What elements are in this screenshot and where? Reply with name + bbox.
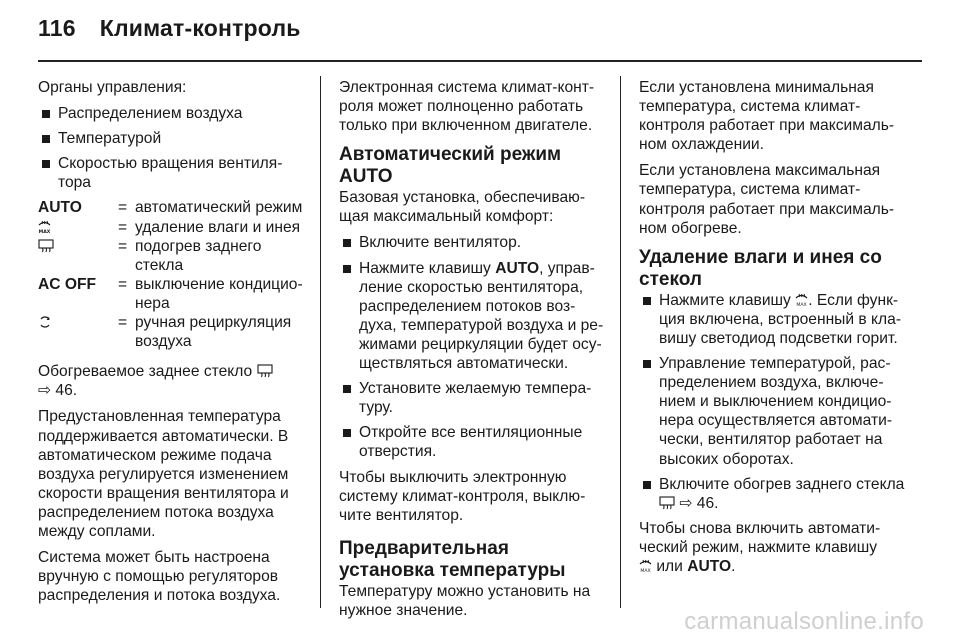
column-3 xyxy=(639,78,915,583)
svg-text:MAX: MAX xyxy=(38,229,51,234)
page-number: 116 xyxy=(38,15,76,41)
rear-heating-ref: Обогреваемое заднее стекло ⇨ 46. xyxy=(38,362,310,400)
column-divider xyxy=(620,76,621,608)
paragraph: Температуру можно установить на нужное значение. xyxy=(339,582,591,619)
recirculation-icon xyxy=(38,315,52,329)
legend-row: = ручная рециркуляция воздуха xyxy=(38,313,310,351)
bullet-item: Распределением воздуха xyxy=(38,104,310,123)
paragraph: Чтобы снова включить автоматический режим, нажмите клавишу MAX или AUTO. xyxy=(639,519,881,575)
paragraph: Электронная система климат-контроля может полноценно работать только при включенном двигателе. xyxy=(339,79,595,135)
section-heading-preset: Предварительная установка температуры xyxy=(339,537,566,581)
page-header xyxy=(38,15,301,42)
header-rule xyxy=(38,60,922,62)
bullet-item: Температурой xyxy=(38,129,310,148)
column-2 xyxy=(339,78,607,627)
legend-desc: ручная рециркуляция воздуха xyxy=(135,314,292,351)
windscreen-max-defrost-icon xyxy=(38,219,51,234)
rear-window-heating-icon xyxy=(38,238,54,253)
legend-row: MAX = удаление влаги и инея xyxy=(38,218,310,237)
legend-desc: удаление влаги и инея xyxy=(135,218,301,236)
legend-desc: автоматический режим xyxy=(135,199,303,217)
column-divider xyxy=(320,76,321,608)
bullet-item: Управление температурой, распределением воздуха, включением и выключением кондиционера осуществляется автоматически, вентилятор работает на высоких оборотах. xyxy=(639,354,915,469)
svg-text:MAX: MAX xyxy=(796,302,807,307)
bullet-item: Скоростью вращения вентилятора xyxy=(38,154,310,192)
watermark: carmanualsonline.info xyxy=(684,608,924,635)
legend-desc: подогрев заднего стекла xyxy=(135,237,262,274)
paragraph: Система может быть настроена вручную с помощью регуляторов распределения и потока воздуха. xyxy=(38,549,281,605)
windscreen-max-defrost-icon xyxy=(639,558,652,573)
rear-window-heating-icon xyxy=(257,363,273,378)
legend-key: AC OFF xyxy=(38,275,97,293)
paragraph: Чтобы выключить электронную систему климат-контроля, выключите вентилятор. xyxy=(339,468,586,524)
legend-desc: выключение кондиционера xyxy=(135,275,303,312)
legend-row: AC OFF = выключение кондиционера xyxy=(38,275,310,313)
page-title: Климат-контроль xyxy=(99,15,301,41)
page-ref-arrow-icon: ⇨ xyxy=(679,494,693,512)
paragraph: Предустановленная температура поддерживается автоматически. В автоматическом режиме подача воздуха регулируется изменением скорости вращения вентилятора и распределением потока воздуха между соплами. xyxy=(38,408,289,540)
bullet-item: Включите обогрев заднего стекла ⇨ 46. xyxy=(639,475,915,513)
bullet-item: Откройте все вентиляционные отверстия. xyxy=(339,423,607,461)
windscreen-max-defrost-icon xyxy=(795,292,808,307)
legend-key: AUTO xyxy=(38,199,82,217)
section-heading-defrost: Удаление влаги и инея со стекол xyxy=(639,246,882,290)
bullet-item: Включите вентилятор. xyxy=(339,233,607,252)
bullet-item: Нажмите клавишу MAX . Если функция включена, встроенный в клавишу светодиод подсветки горит. xyxy=(639,291,915,348)
controls-legend xyxy=(38,198,310,351)
paragraph: Если установлена минимальная температура, система климат-контроля работает при максимальном охлаждении. xyxy=(639,79,895,154)
legend-row: AUTO = автоматический режим xyxy=(38,198,310,217)
bullet-item: Установите желаемую температуру. xyxy=(339,379,607,417)
column-1 xyxy=(38,78,310,612)
svg-text:MAX: MAX xyxy=(640,568,651,573)
page-ref-arrow-icon: ⇨ xyxy=(38,382,52,400)
legend-row: = подогрев заднего стекла xyxy=(38,237,310,275)
paragraph: Если установлена максимальная температура, система климат-контроля работает при максимальном обогреве. xyxy=(639,162,895,237)
rear-window-heating-icon xyxy=(659,495,675,510)
section-heading-auto: Автоматический режим AUTO xyxy=(339,144,562,188)
paragraph: Базовая установка, обеспечивающая максимальный комфорт: xyxy=(339,189,586,226)
bullet-item: Нажмите клавишу AUTO, управление скоростью вентилятора, распределением потоков воздуха, температурой воздуха и режимами рециркуляции будет осуществляться автоматически. xyxy=(339,259,607,374)
intro-text: Органы управления: xyxy=(38,79,187,96)
